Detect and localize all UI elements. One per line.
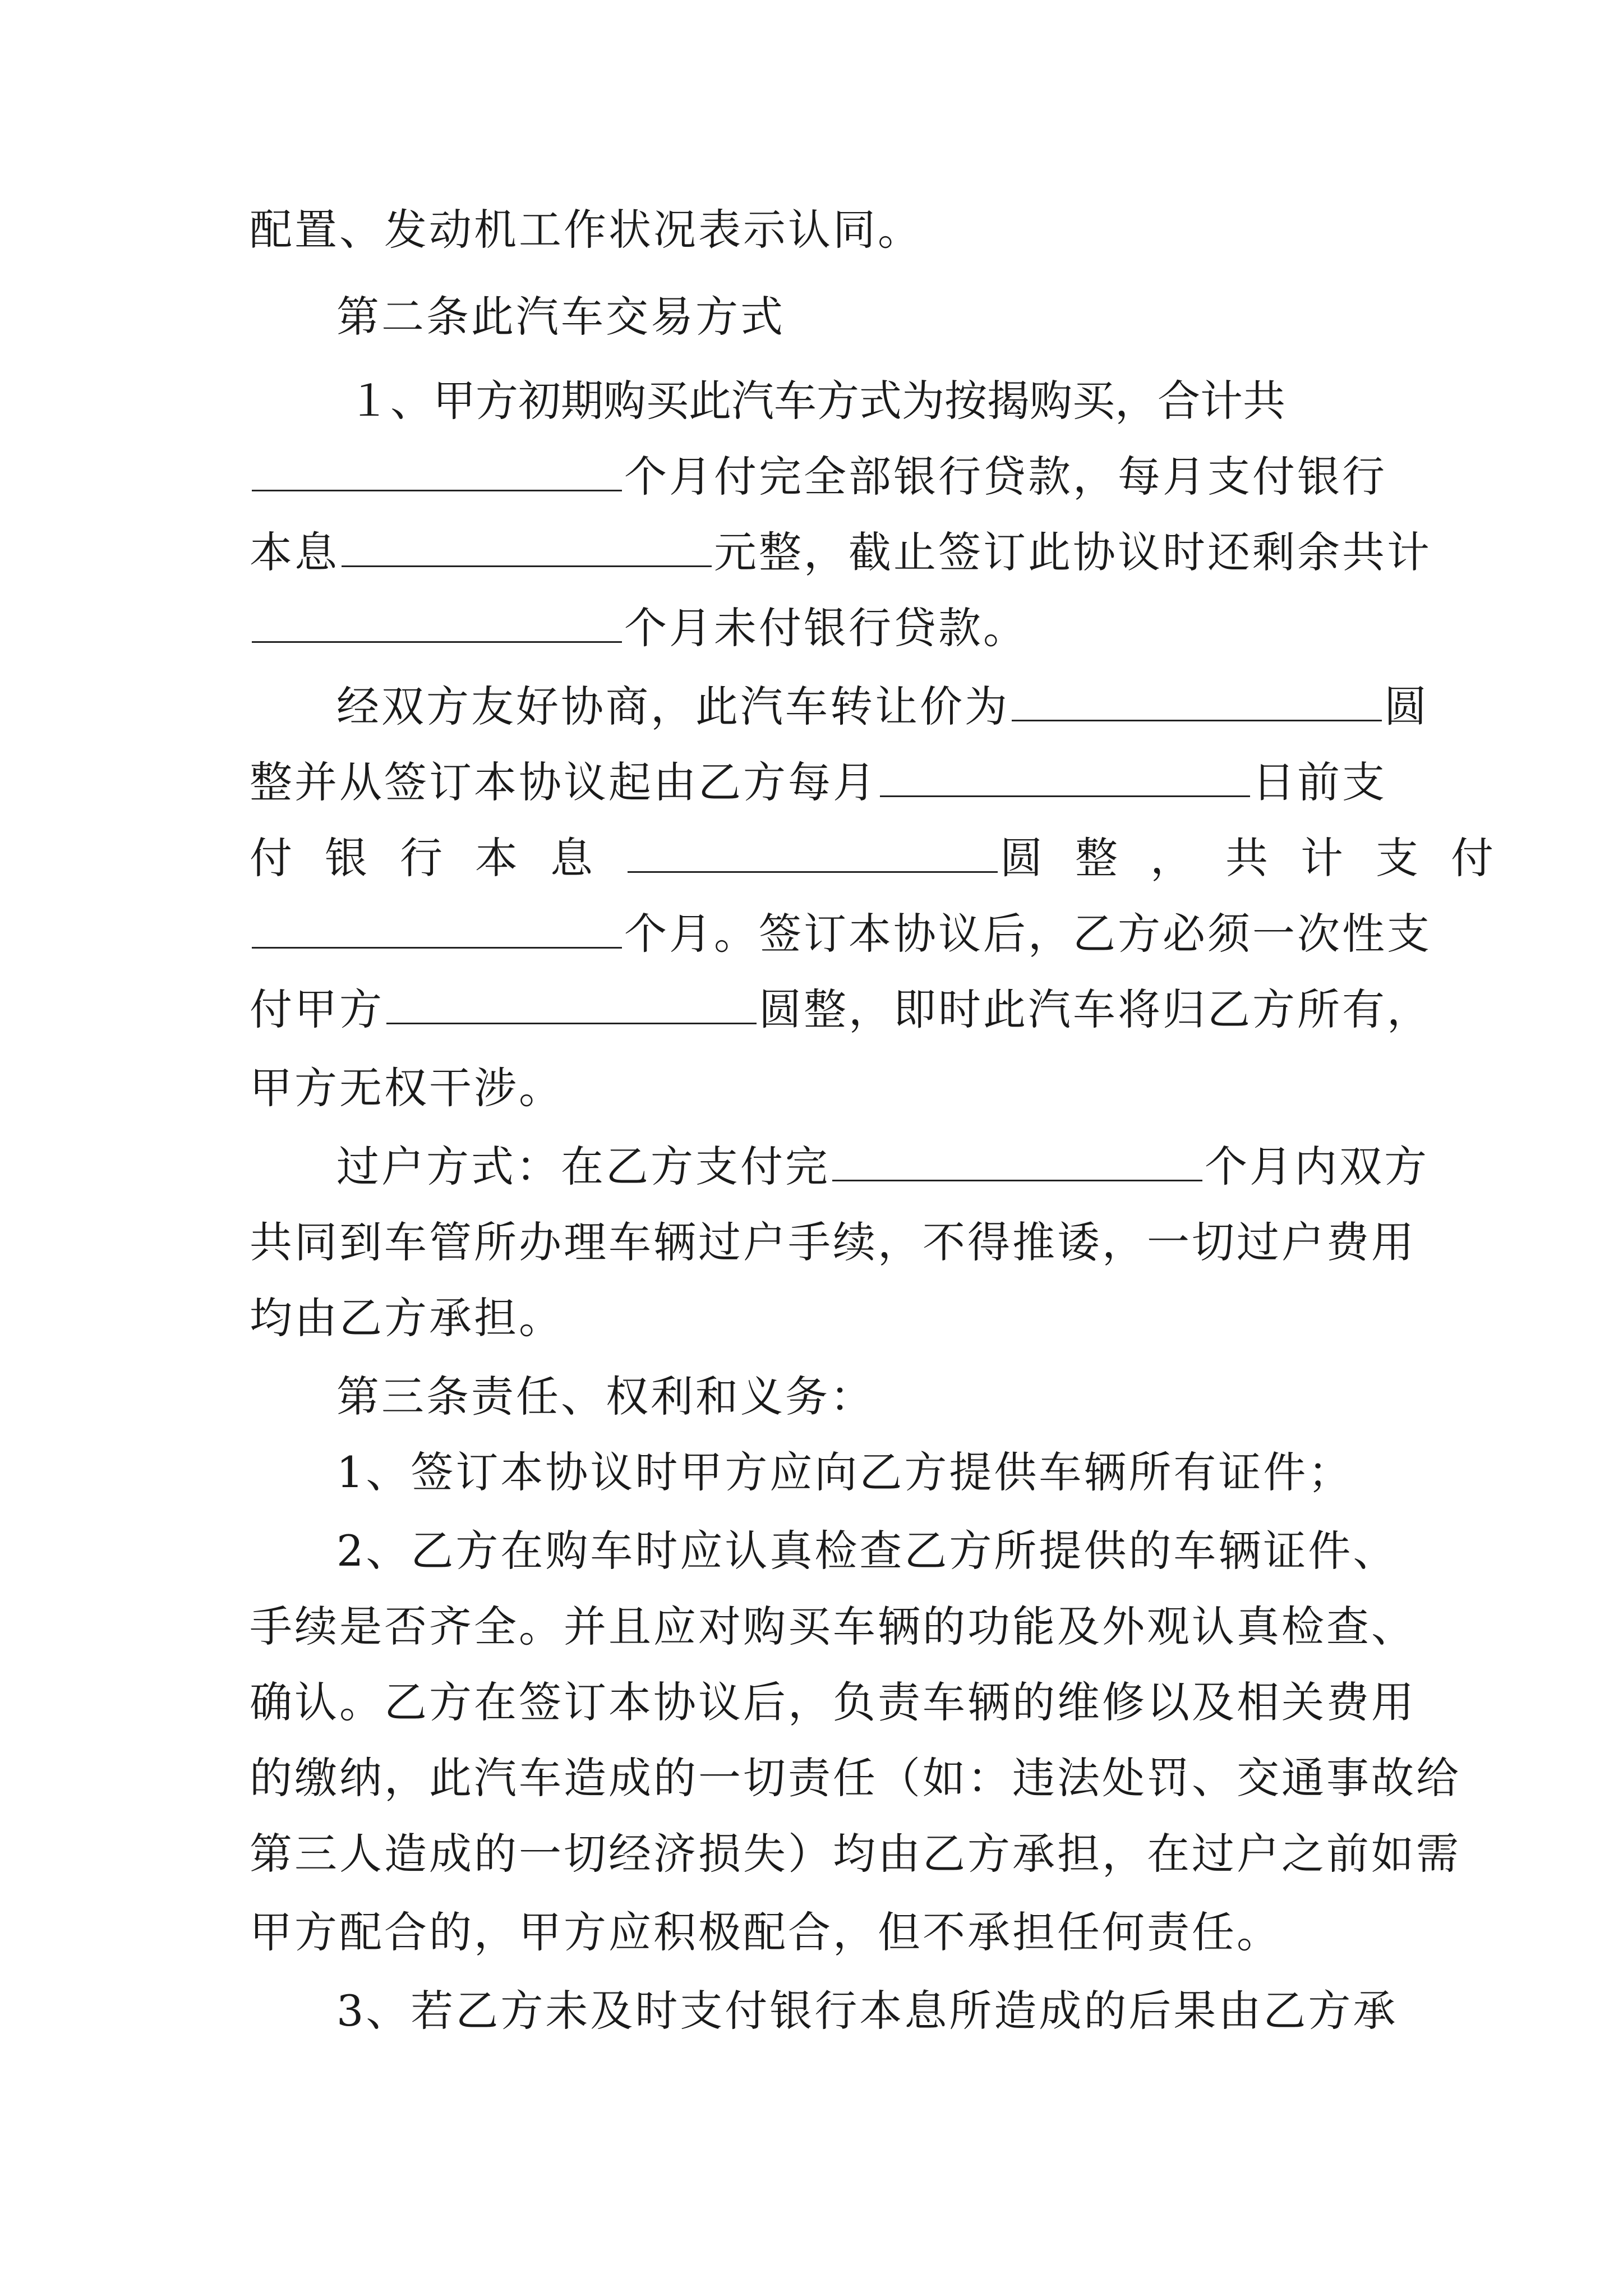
fill-blank[interactable]	[252, 608, 622, 643]
line-text: 手续是否齐全。并且应对购买车辆的功能及外观认真检查、	[250, 1602, 1416, 1651]
text-line	[250, 982, 1432, 1038]
text-line	[348, 373, 1385, 429]
text-line	[250, 1750, 1461, 1806]
line-text: 个月内双方	[1205, 1142, 1429, 1191]
text-line	[250, 1599, 1416, 1655]
line-text: 甲方无权干涉。	[250, 1063, 564, 1113]
line-text: 经双方友好协商，此汽车转让价为	[336, 682, 1009, 731]
fill-blank[interactable]	[386, 989, 757, 1024]
fill-blank[interactable]	[252, 913, 622, 949]
line-text: 均由乙方承担。	[250, 1293, 564, 1343]
line-text: 付银行本息	[250, 833, 625, 883]
fill-blank[interactable]	[880, 762, 1250, 797]
text-line	[250, 830, 1526, 886]
text-line	[250, 449, 1385, 505]
line-text: 第三人造成的一切经济损失）均由乙方承担，在过户之前如需	[250, 1829, 1461, 1879]
line-text: 个月未付银行贷款。	[624, 603, 1028, 653]
line-text: 付甲方	[250, 984, 384, 1034]
text-line	[250, 1060, 1385, 1116]
line-text: 整并从签订本协议起由乙方每月	[250, 757, 878, 807]
line-text: 第三条责任、权利和义务：	[336, 1372, 875, 1421]
line-text: 第二条此汽车交易方式	[336, 292, 785, 342]
line-text: 圆整，即时此汽车将归乙方所有，	[759, 984, 1432, 1034]
text-line	[250, 524, 1432, 581]
line-text: 过户方式：在乙方支付完	[336, 1142, 830, 1191]
text-line	[250, 1290, 1385, 1346]
text-line	[250, 1214, 1416, 1271]
fill-blank[interactable]	[1012, 686, 1382, 721]
fill-blank[interactable]	[832, 1146, 1202, 1181]
line-text: 圆整，共计支付	[1000, 833, 1526, 883]
text-line	[250, 906, 1432, 962]
fill-blank[interactable]	[628, 838, 998, 873]
line-text: 圆	[1384, 682, 1429, 731]
text-line	[336, 679, 1429, 735]
line-text: 个月。签订本协议后，乙方必须一次性支	[624, 909, 1432, 959]
text-line	[336, 1983, 1398, 2039]
line-text: 2、乙方在购车时应认真检查乙方所提供的车辆证件、	[336, 1526, 1398, 1576]
text-line	[250, 754, 1385, 811]
line-text: 1、签订本协议时甲方应向乙方提供车辆所有证件；	[336, 1447, 1353, 1497]
text-line	[336, 1523, 1398, 1579]
line-text: 确认。乙方在签订本协议后，负责车辆的维修以及相关费用	[250, 1677, 1416, 1727]
line-text: １、甲方初期购买此汽车方式为按揭购买，合计共	[348, 376, 1285, 426]
line-text: 配置、发动机工作状况表示认同。	[250, 205, 923, 255]
line-text: 个月付完全部银行贷款，每月支付银行	[624, 452, 1387, 501]
section-heading	[336, 1369, 1385, 1425]
text-line	[250, 1826, 1461, 1882]
text-line	[250, 1904, 1385, 1961]
line-text: 的缴纳，此汽车造成的一切责任（如：违法处罚、交通事故给	[250, 1753, 1461, 1803]
fill-blank[interactable]	[252, 456, 622, 491]
line-text: 本息	[250, 527, 339, 577]
line-text: 元整，截止签订此协议时还剩余共计	[714, 527, 1432, 577]
text-line	[250, 600, 1385, 656]
line-text: 甲方配合的，甲方应积极配合，但不承担任何责任。	[250, 1907, 1281, 1957]
line-text: 共同到车管所办理车辆过户手续，不得推诿，一切过户费用	[250, 1217, 1416, 1267]
text-line	[336, 1139, 1429, 1195]
text-line	[250, 1674, 1416, 1731]
line-text: 3、若乙方未及时支付银行本息所造成的后果由乙方承	[336, 1986, 1398, 2036]
fill-blank[interactable]	[342, 532, 712, 567]
text-line	[250, 202, 1385, 258]
line-text: 日前支	[1252, 757, 1387, 807]
text-line	[336, 1444, 1385, 1501]
section-heading	[336, 289, 1385, 345]
